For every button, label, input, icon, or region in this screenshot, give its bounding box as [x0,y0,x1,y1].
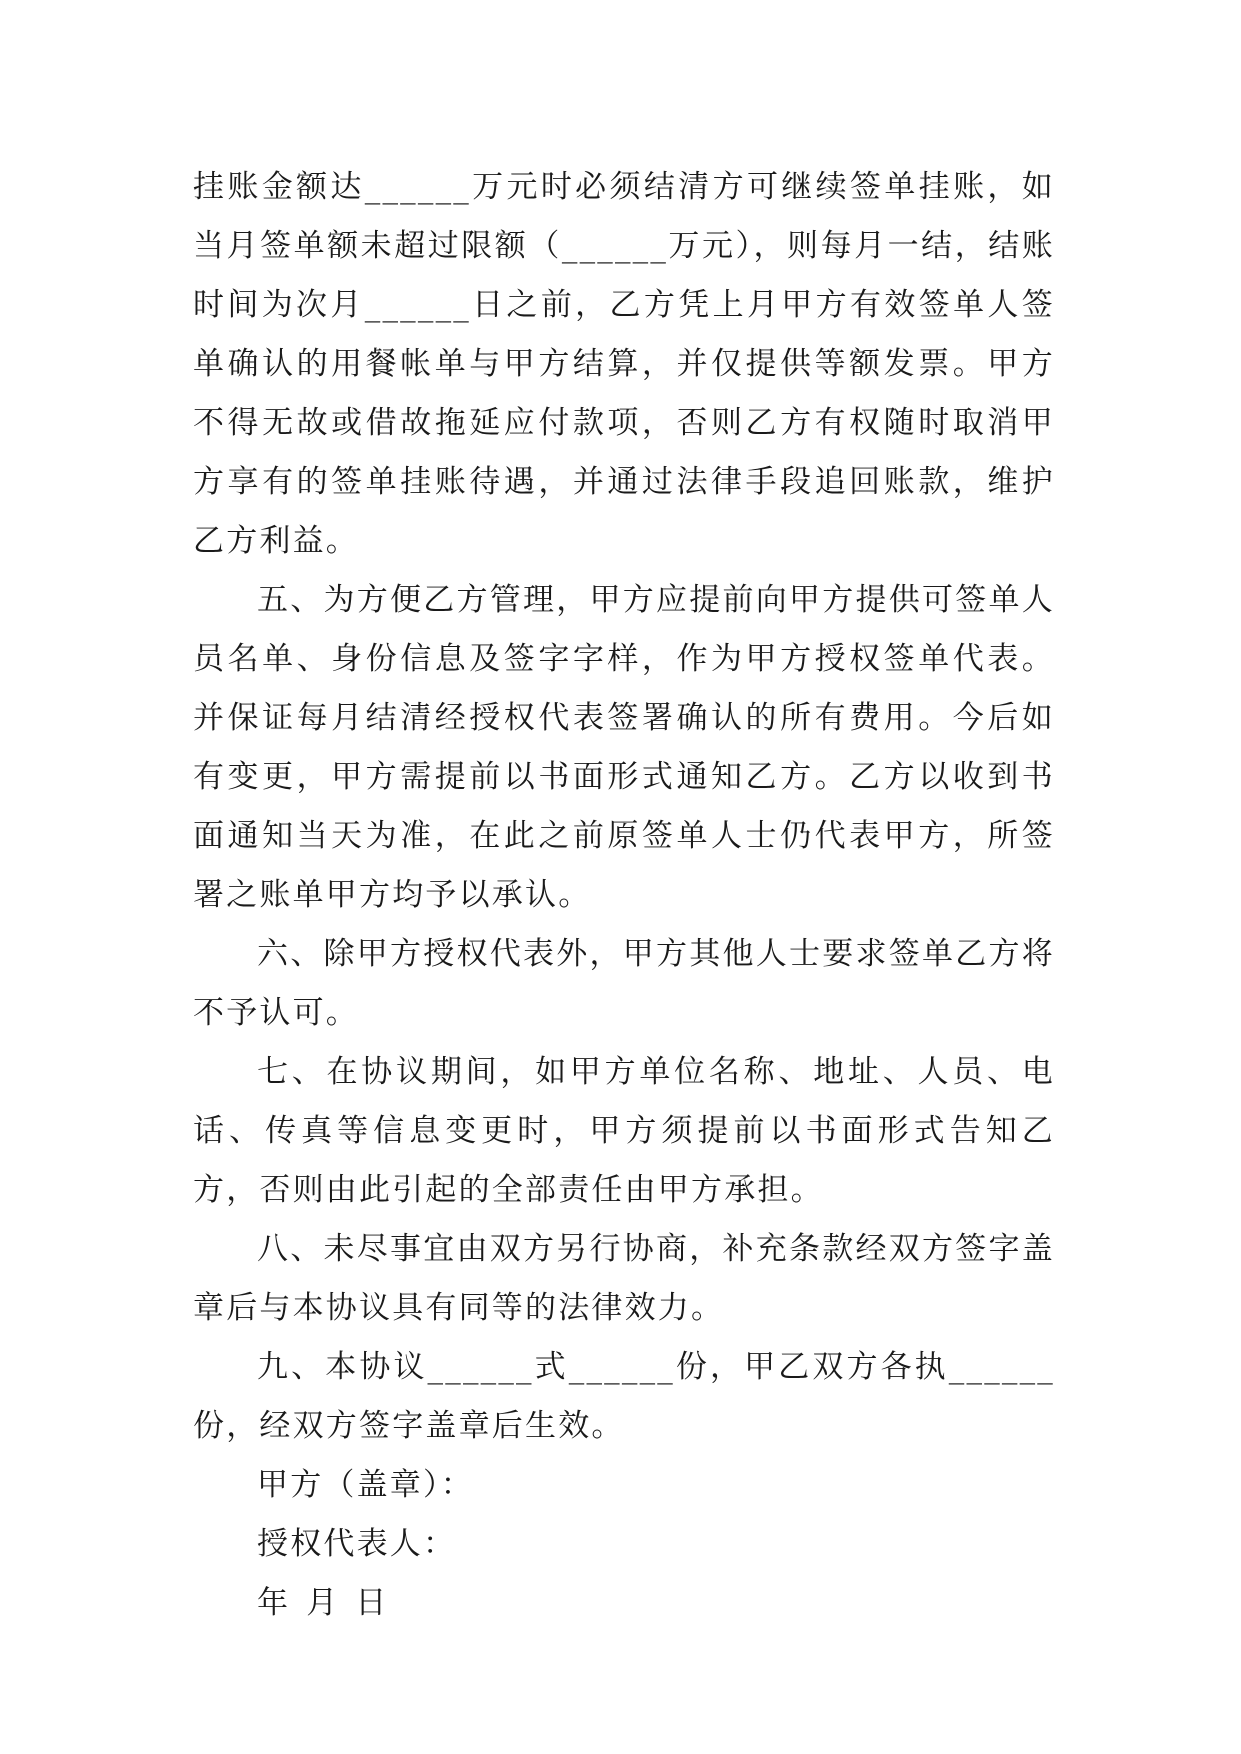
paragraph-clause-9: 九、本协议______式______份，甲乙双方各执______份，经双方签字盖章后生效。 [193,1349,1055,1444]
signature-date-line [193,1574,1055,1633]
date-month-label: 月 [306,1585,340,1621]
date-year-label: 年 [257,1585,291,1621]
paragraph-clause-7: 七、在协议期间，如甲方单位名称、地址、人员、电话、传真等信息变更时，甲方须提前以书面形式告知乙方，否则由此引起的全部责任由甲方承担。 [193,1054,1055,1208]
paragraph-clause-4-continued: 挂账金额达______万元时必须结清方可继续签单挂账，如当月签单额未超过限额（______万元），则每月一结，结账时间为次月______日之前，乙方凭上月甲方有效签单人签单确认的用餐帐单与甲方结算，并仅提供等额发票。甲方不得无故或借故拖延应付款项，否则乙方有权随时取消甲方享有的签单挂账待遇，并通过法律手段追回账款，维护乙方利益。 [193,169,1055,559]
paragraph-clause-5: 五、为方便乙方管理，甲方应提前向甲方提供可签单人员名单、身份信息及签字字样，作为甲方授权签单代表。并保证每月结清经授权代表签署确认的所有费用。今后如有变更，甲方需提前以书面形式通知乙方。乙方以收到书面通知当天为准，在此之前原签单人士仍代表甲方，所签署之账单甲方均予以承认。 [193,582,1055,913]
authorized-representative-label: 授权代表人： [257,1526,457,1562]
paragraph-clause-8: 八、未尽事宜由双方另行协商，补充条款经双方签字盖章后与本协议具有同等的法律效力。 [193,1231,1055,1326]
document-body [193,158,1055,1633]
party-a-seal-label: 甲方（盖章）： [257,1467,474,1503]
paragraph-clause-6: 六、除甲方授权代表外，甲方其他人士要求签单乙方将不予认可。 [193,936,1055,1031]
date-day-label: 日 [355,1585,389,1621]
